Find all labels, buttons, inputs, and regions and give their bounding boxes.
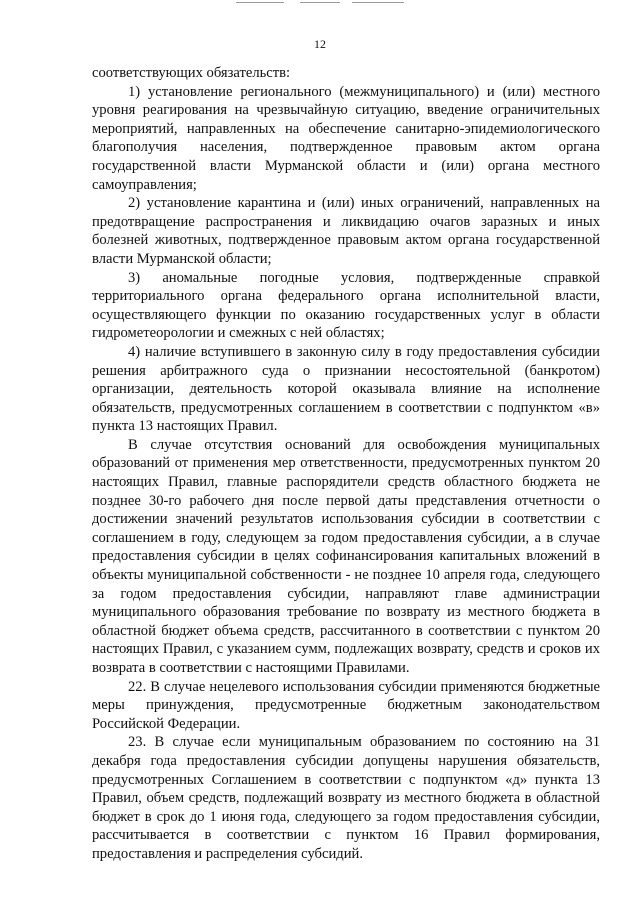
paragraph-clause-23: 23. В случае если муниципальным образованием по состоянию на 31 декабря года предоставления субсидии допущены нарушения обязательств, предусмотренных Соглашением в соответствии с подпунктом «д» пункта 13 Правил, объем средств, подлежащий возврату из местного бюджета в областной бюджет в срок до 1 июня года, следующего за годом предоставления субсидии, рассчитывается в соответствии с пунктом 16 Правил формирования, предоставления и распределения субсидий. [92, 734, 600, 862]
scan-top-edge-mark [352, 2, 404, 3]
document-body [92, 64, 600, 864]
page-number: 12 [314, 37, 326, 51]
paragraph-item-4: 4) наличие вступившего в законную силу в году предоставления субсидии решения арбитражного суда о признании несостоятельной (банкротом) организации, деятельность которой оказывала влияние на исполнение обязательств, предусмотренных соглашением в соответствии с подпунктом «в» пункта 13 настоящих Правил. [92, 343, 600, 435]
paragraph-clause-22: 22. В случае нецелевого использования субсидии применяются бюджетные меры принуждения, предусмотренные бюджетным законодательством Российской Федерации. [92, 678, 600, 732]
paragraph-item-1: 1) установление регионального (межмуниципального) и (или) местного уровня реагирования на чрезвычайную ситуацию, введение ограничительных мероприятий, направленных на обеспечение санитарно-эпидемиологического благополучия населения, подтвержденное правовым актом органа государственной власти Мурманской области и (или) органа местного самоуправления; [92, 83, 600, 193]
scan-top-edge-mark [236, 2, 284, 3]
paragraph-item-2: 2) установление карантина и (или) иных ограничений, направленных на предотвращение распространения и ликвидацию очагов заразных и иных болезней животных, подтвержденное правовым актом органа государственной власти Мурманской области; [92, 195, 600, 267]
paragraph-no-grounds: В случае отсутствия оснований для освобождения муниципальных образований от применения мер ответственности, предусмотренных пунктом 20 настоящих Правил, главные распорядители средств областного бюджета не позднее 30-го рабочего дня после первой даты представления отчетности о достижении значений результатов использования субсидии в соответствии с соглашением в году, следующем за годом предоставления субсидии, а в случае предоставления субсидии в целях софинансирования капитальных вложений в объекты муниципальной собственности - не позднее 10 апреля года, следующего за годом предоставления субсидии, направляют главе администрации муниципального образования требование по возврату из местного бюджета в областной бюджет объема средств, рассчитанного в соответствии с пунктом 20 настоящих Правил, с указанием сумм, подлежащих возврату, средств и сроков их возврата в соответствии с настоящими Правилами. [92, 436, 600, 676]
scan-top-edge-mark [300, 2, 340, 3]
paragraph-continuation: соответствующих обязательств: [92, 65, 291, 81]
paragraph-item-3: 3) аномальные погодные условия, подтвержденные справкой территориального органа федерального органа исполнительной власти, осуществляющего функции по оказанию государственных услуг в области гидрометеорологии и смежных с ней областях; [92, 269, 600, 342]
